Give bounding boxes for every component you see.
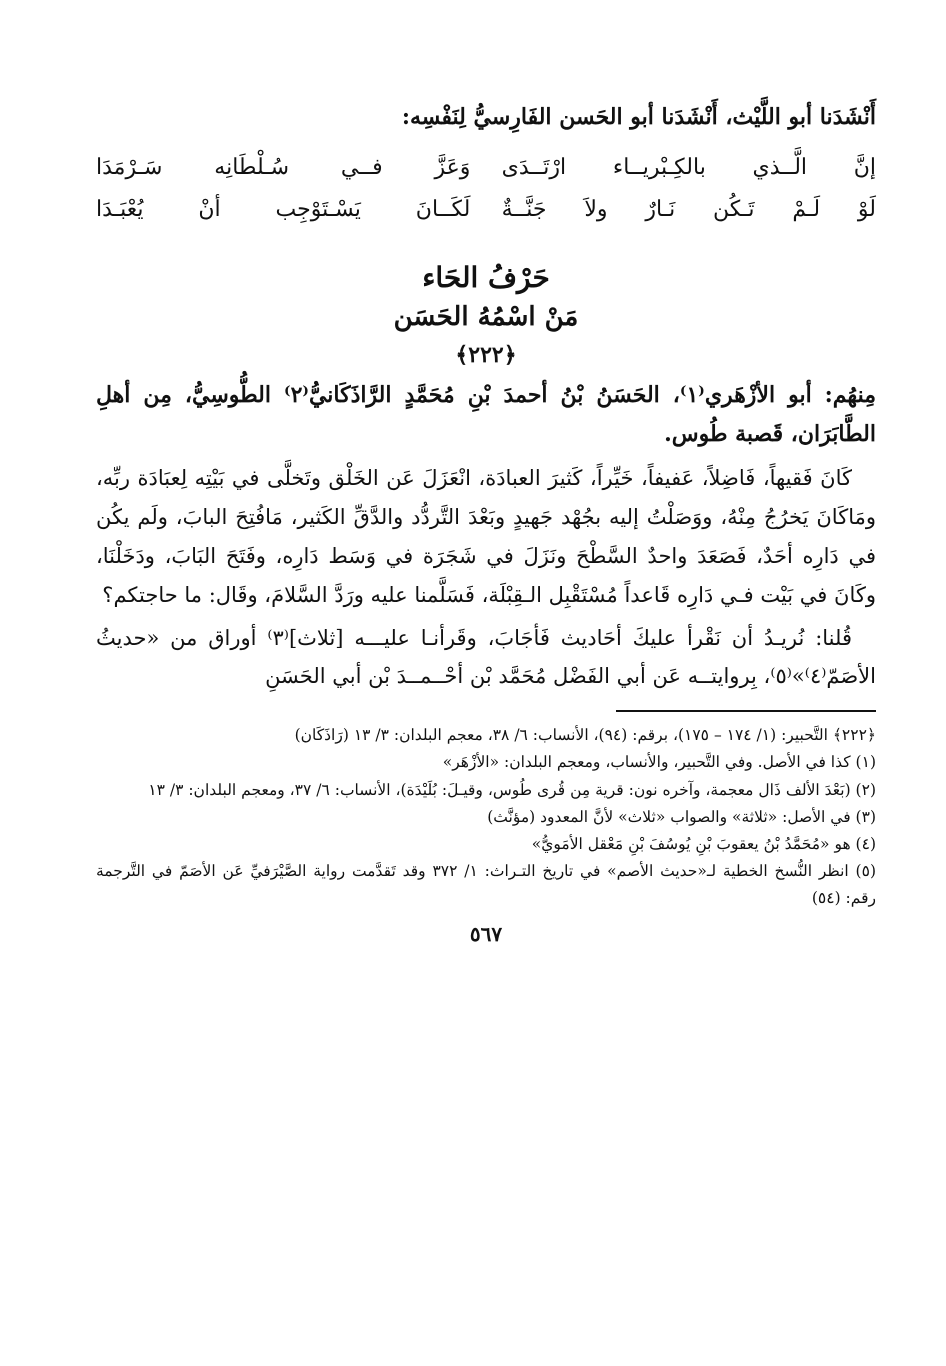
- page-number: ٥٦٧: [469, 922, 503, 947]
- footnote: (٢) (بَعْدَ الألف ذَال معجمة، وآخره نون: قرية مِن قُرى طُوس، وقيـلَ: بُلَيْدَة)، الأنساب: ٦/ ٣٧، ومعجم البلدان: ٣/ ١٣: [148, 780, 876, 799]
- verse-first-hemistich: إنَّ الَّــذي بالكِـبْريــاء ارْتَــدَى: [501, 155, 876, 181]
- entry-number: ﴿٢٢٢﴾: [455, 342, 517, 369]
- footnote: ﴿٢٢٢﴾ التَّحبير: (١/ ١٧٤ – ١٧٥)، برقم: (٩٤)، الأنساب: ٦/ ٣٨، معجم البلدان: ٣/ ١٣ (رَاذَكَان): [294, 726, 876, 745]
- verse-first-hemistich: لَوْ لَـمْ تَـكُن نَـارٌ ولاَ جَنَّــةٌ: [501, 196, 876, 222]
- section-heading: مَنْ اسْمُهُ الحَسَن: [393, 301, 579, 332]
- footnote: (٥) انظر النُّسخ الخطية لـ«حديث الأصم» في تاريخ التـراث: ١/ ٣٧٢ وقد تَقدَّمت رواية الصَّيْرَفيِّ عَن الأصَمّ في التَّرجمة رقم: (٥٤): [96, 861, 876, 908]
- verse-line: [96, 149, 876, 186]
- footnote: (١) كذا في الأصل. وفي التَّحبير، والأنساب، ومعجم البلدان: «الأزْهَر»: [442, 753, 876, 772]
- body-paragraph: قُلنا: نُريـدُ أن نَقْرأ عليكَ أحَاديث فَأجَابَ، وقَرأنـا عليـــه [ثلاث]⁽٣⁾ أوراق من «حديثُ الأصَمّ⁽٤⁾»⁽٥⁾، بِروايتــه عَن أبي الفَضْل مُحَمَّد بْن أحْــمــدَ بْن أبي الحَسَنِ: [96, 625, 876, 689]
- intro-line: أَنْشَدَنا أبو اللَّيْث، أَنْشَدَنا أبو الحَسن الفَارِسيُّ لِنَفْسِه:: [401, 104, 876, 130]
- verse-second-hemistich: لَكَــانَ يَسْـتَوْجِب أنْ يُعْبَـدَا: [96, 196, 471, 222]
- footnote: (٤) هو «مُحَمَّدُ بْنُ يعقوبَ بْنِ يُوسُفَ بْنِ مَعْقل الأمَويُّ»: [531, 834, 876, 853]
- footnote: (٣) في الأصل: «ثلاثة» والصواب «ثلاث» لأنَّ المعدود (مؤنَّث): [487, 807, 876, 826]
- footnote-divider: [616, 710, 876, 712]
- body-paragraph: كَانَ فَقيهاً، فَاضِلاً، عَفيفاً، خَيِّراً، كَثيرَ العبادَة، انْعَزَلَ عَن الخَلْق وتَخلَّى في بَيْتِه لِعبَادَة ربِّه، ومَاكَانَ يَخرُجُ مِنْهُ، ووَصَلْتُ إليه بجُهْد جَهيدٍ وبَعْدَ التَّردُّد والدَّقِّ الكَثير، مَافُتِحَ البابَ، ولَم يكُن في دَارِه أحَدٌ، فَصَعَدَ واحدٌ السَّطْحَ ونَزَلَ في شَجَرَة في وَسَط دَارِه، وفَتَحَ البَابَ، ودَخَلْنَا، وكَانَ في بَيْت فـي دَارِه قَاعداً مُسْتَقْبِل الـقِبْلَة، فَسَلَّمنا عليه ورَدَّ السَّلامَ، وقَال: ما حاجتكم؟: [96, 466, 876, 607]
- document-page: [96, 100, 876, 946]
- verse-second-hemistich: وَعَزَّ فــي سُـلْطَانِه سَـرْمَدَا: [96, 155, 471, 181]
- verse-line: [96, 191, 876, 228]
- chapter-heading: حَرْفُ الحَاء: [422, 260, 550, 294]
- entry-lead: مِنهُم: أبو الأزْهَري⁽١⁾، الحَسَنُ بْنُ أحمدَ بْنِ مُحَمَّدٍ الرَّاذَكَانيُّ⁽٢⁾ الطُّوسِيُّ، مِن أهلِ الطَّابَرَان، قَصبة طُوس.: [96, 382, 876, 447]
